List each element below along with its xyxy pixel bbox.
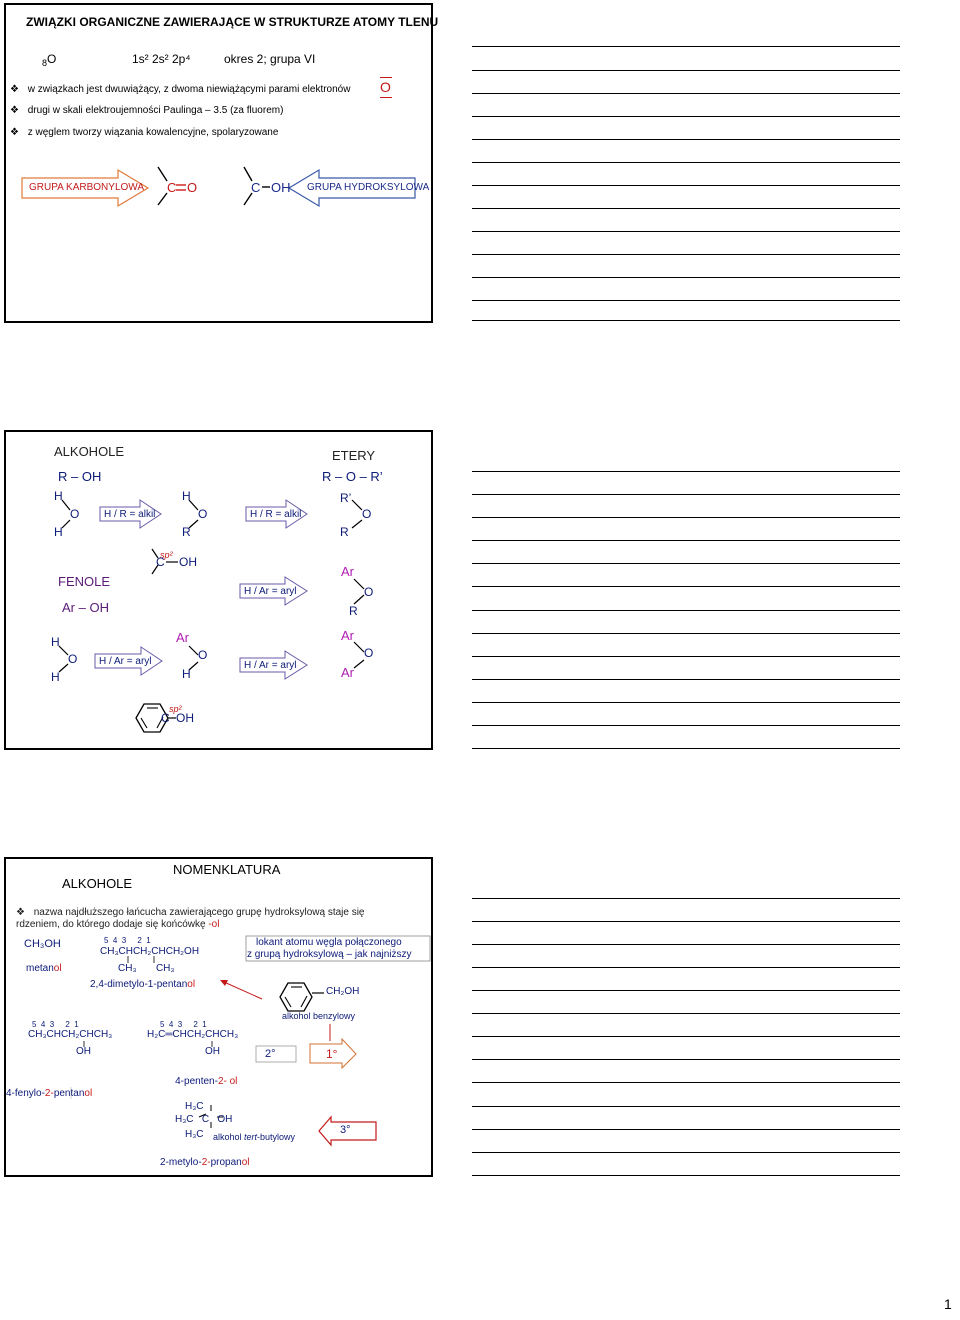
tert-h3c-bottom: H₃C bbox=[185, 1129, 204, 1140]
benzyl-group: CH₂OH bbox=[326, 986, 360, 997]
diamond-bullet-icon: ❖ bbox=[16, 907, 25, 918]
atom-r: R bbox=[340, 525, 349, 539]
note-line bbox=[472, 254, 900, 255]
atom-h: H bbox=[51, 670, 60, 684]
atom-ar: Ar bbox=[341, 564, 354, 579]
note-line bbox=[472, 494, 900, 495]
nomenklatura-heading: NOMENKLATURA bbox=[173, 862, 281, 877]
note-line bbox=[472, 1129, 900, 1130]
atom-h: H bbox=[54, 525, 63, 539]
hydroxyl-oh: OH bbox=[271, 180, 291, 195]
atom-ar: Ar bbox=[341, 665, 354, 680]
note-line bbox=[472, 1059, 900, 1060]
ether-formula: R – O – R’ bbox=[322, 469, 383, 484]
atom-ar: Ar bbox=[341, 628, 354, 643]
note-line bbox=[472, 633, 900, 634]
note-line bbox=[472, 185, 900, 186]
rule-text: nazwa najdłuższego łańcucha zawierającego grupę hydroksylową staje się rdzeniem, do którego dodaje się końcówkę bbox=[16, 907, 365, 930]
pentenol-oh: OH bbox=[205, 1046, 220, 1057]
note-line bbox=[472, 139, 900, 140]
diamond-bullet-icon: ❖ bbox=[10, 84, 19, 95]
atom-ar: Ar bbox=[176, 630, 189, 645]
diamond-bullet-icon: ❖ bbox=[10, 127, 19, 138]
sp2-label: sp² bbox=[169, 704, 182, 714]
atom-h: H bbox=[182, 667, 191, 681]
atom-oh: OH bbox=[179, 555, 197, 569]
phenylpentanol-name: 4-fenylo-2-pentanol bbox=[6, 1088, 93, 1099]
atom-oh: OH bbox=[176, 711, 194, 725]
atom-o: O bbox=[362, 507, 372, 521]
atom-o: O bbox=[198, 648, 208, 662]
note-line bbox=[472, 93, 900, 94]
note-line bbox=[472, 208, 900, 209]
atom-h: H bbox=[54, 489, 63, 503]
note-line bbox=[472, 679, 900, 680]
methanol-name: metanol bbox=[26, 963, 62, 974]
note-line bbox=[472, 656, 900, 657]
note-line bbox=[472, 610, 900, 611]
note-line bbox=[472, 586, 900, 587]
degree-secondary: 2° bbox=[265, 1048, 276, 1060]
atom-o: O bbox=[198, 507, 208, 521]
fenole-heading: FENOLE bbox=[58, 574, 111, 589]
note-line bbox=[472, 967, 900, 968]
atom-o: O bbox=[70, 507, 80, 521]
note-line bbox=[472, 320, 900, 321]
functional-groups-drawing bbox=[6, 5, 431, 321]
note-line bbox=[472, 116, 900, 117]
bullet-text: w związkach jest dwuwiążący, z dwoma niewiążącymi parami elektronów bbox=[27, 84, 351, 95]
oxygen-letter: O bbox=[47, 52, 57, 66]
bullet-text: drugi w skali elektroujemności Paulinga – 3.5 (za fluorem) bbox=[27, 105, 284, 116]
benzyl-name: alkohol benzylowy bbox=[282, 1011, 356, 1021]
tert-h3c-top: H₃C bbox=[185, 1101, 204, 1112]
note-line bbox=[472, 563, 900, 564]
arrow-aryl-2: H / Ar = aryl bbox=[99, 656, 152, 667]
nomenclature-drawing bbox=[6, 859, 431, 1175]
degree-primary: 1° bbox=[326, 1047, 338, 1061]
pentenol-numbers: 5 4 3 2 1 bbox=[160, 1020, 207, 1029]
atomic-number: 8 bbox=[42, 58, 48, 68]
arrow-alkil-2: H / R = alkil bbox=[250, 509, 302, 520]
note-line bbox=[472, 748, 900, 749]
note-line bbox=[472, 898, 900, 899]
sp2-label: sp² bbox=[160, 550, 173, 560]
phenol-formula: Ar – OH bbox=[62, 600, 109, 615]
note-line bbox=[472, 162, 900, 163]
carbonyl-label: GRUPA KARBONYLOWA bbox=[29, 182, 145, 193]
lokant-note-line1: lokant atomu węgla połączonego bbox=[256, 937, 402, 948]
atom-o: O bbox=[364, 646, 374, 660]
note-line bbox=[472, 944, 900, 945]
tert-name: alkohol tert-butylowy bbox=[213, 1132, 296, 1142]
alcohol-formula: R – OH bbox=[58, 469, 102, 484]
arrow-aryl-1: H / Ar = aryl bbox=[244, 586, 297, 597]
note-line bbox=[472, 70, 900, 71]
note-line bbox=[472, 1082, 900, 1083]
note-line bbox=[472, 471, 900, 472]
arrow-alkil-1: H / R = alkil bbox=[104, 509, 156, 520]
dimethyl-numbers: 5 4 3 2 1 bbox=[104, 936, 151, 945]
rule-suffix: -ol bbox=[208, 919, 220, 930]
note-line bbox=[472, 231, 900, 232]
slide-alcohols-ethers bbox=[4, 430, 433, 750]
note-line bbox=[472, 702, 900, 703]
atom-h: H bbox=[51, 635, 60, 649]
note-line bbox=[472, 990, 900, 991]
note-line bbox=[472, 1106, 900, 1107]
etery-heading: ETERY bbox=[332, 448, 376, 463]
note-line bbox=[472, 300, 900, 301]
diamond-bullet-icon: ❖ bbox=[10, 105, 19, 116]
atom-o: O bbox=[68, 652, 78, 666]
note-line bbox=[472, 517, 900, 518]
note-line bbox=[472, 540, 900, 541]
carbonyl-o: O bbox=[187, 180, 198, 195]
arrow-aryl-3: H / Ar = aryl bbox=[244, 660, 297, 671]
atom-o: O bbox=[364, 585, 374, 599]
tert-middle: H₃C C OH bbox=[175, 1114, 233, 1125]
note-line bbox=[472, 277, 900, 278]
note-line bbox=[472, 921, 900, 922]
lokant-note-line2: z grupą hydroksylową – jak najniższy bbox=[247, 949, 412, 960]
note-line bbox=[472, 1013, 900, 1014]
page-number: 1 bbox=[944, 1296, 952, 1312]
atom-r: R bbox=[182, 525, 191, 539]
pentenol-formula: H₂C═CHCH₂CHCH₃ bbox=[147, 1029, 239, 1040]
dimethyl-formula: CH₃CHCH₂CHCH₂OH bbox=[100, 946, 200, 957]
carbonyl-c: C bbox=[167, 180, 177, 195]
atom-r: R bbox=[349, 604, 358, 618]
note-line bbox=[472, 1175, 900, 1176]
slide-intro bbox=[4, 3, 439, 323]
alkohole-heading: ALKOHOLE bbox=[54, 444, 125, 459]
dimethyl-substituents: CH₃ CH₃ bbox=[118, 963, 175, 974]
slide-title: ZWIĄZKI ORGANICZNE ZAWIERAJĄCE W STRUKTURZE ATOMY TLENU bbox=[26, 15, 439, 29]
pentenol-name: 4-penten-2- ol bbox=[175, 1076, 238, 1087]
pentanol-oh: OH bbox=[76, 1046, 91, 1057]
pentanol-formula: CH₃CHCH₂CHCH₃ bbox=[28, 1029, 113, 1040]
atom-c: C bbox=[161, 711, 170, 725]
hydroxyl-label: GRUPA HYDROKSYLOWA bbox=[307, 182, 430, 193]
methylpropanol-name: 2-metylo-2-propanol bbox=[160, 1157, 250, 1168]
alkohole-heading: ALKOHOLE bbox=[62, 876, 133, 891]
note-line bbox=[472, 1152, 900, 1153]
methanol-formula: CH₃OH bbox=[24, 938, 61, 950]
electron-config: 1s² 2s² 2p⁴ bbox=[132, 52, 191, 66]
dimethyl-name: 2,4-dimetylo-1-pentanol bbox=[90, 979, 196, 990]
period-group: okres 2; grupa VI bbox=[224, 52, 316, 66]
atom-r-prime: R’ bbox=[340, 491, 352, 505]
atom-h: H bbox=[182, 489, 191, 503]
note-line bbox=[472, 46, 900, 47]
pentanol-numbers: 5 4 3 2 1 bbox=[32, 1020, 79, 1029]
note-line bbox=[472, 1036, 900, 1037]
atom-c: C bbox=[156, 555, 165, 569]
lewis-oxygen: O bbox=[380, 79, 391, 95]
bullet-text: z węglem tworzy wiązania kowalencyjne, spolaryzowane bbox=[27, 127, 279, 138]
note-line bbox=[472, 725, 900, 726]
hydroxyl-c: C bbox=[251, 180, 261, 195]
degree-tertiary: 3° bbox=[340, 1124, 351, 1136]
slide-nomenclature bbox=[4, 857, 433, 1177]
